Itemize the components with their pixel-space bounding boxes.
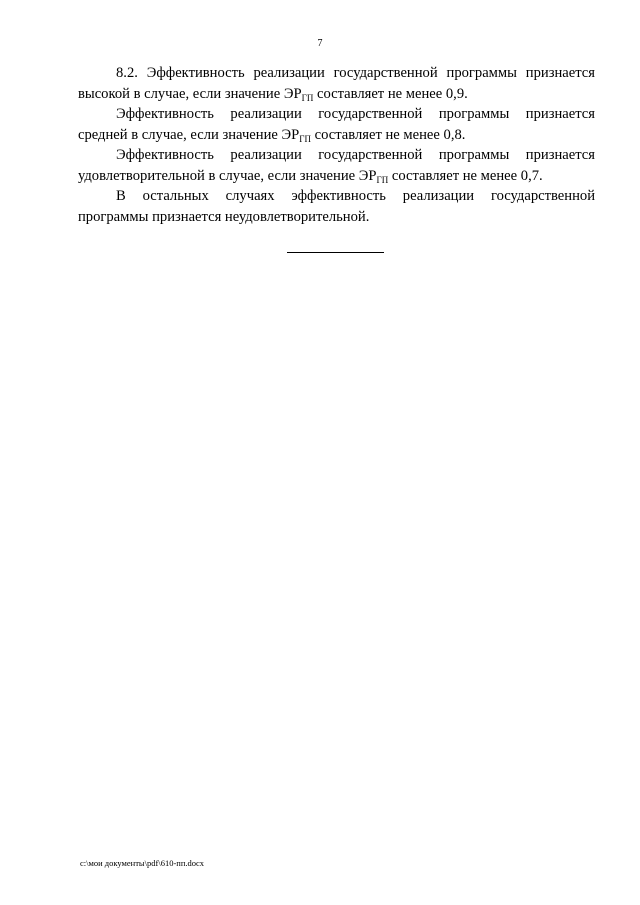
paragraph-satisfactory-efficiency	[78, 145, 595, 186]
paragraph-text: составляет не менее 0,7.	[388, 167, 543, 184]
indicator-symbol: ЭР	[281, 126, 300, 143]
paragraph-text: 8.2. Эффективность реализации государственной программы признается высокой в случае, если значение	[78, 65, 595, 102]
paragraph-high-efficiency	[78, 63, 595, 104]
paragraph-unsatisfactory-efficiency: В остальных случаях эффективность реализации государственной программы признается неудовлетворительной.	[78, 188, 595, 225]
paragraph-text: Эффективность реализации государственной программы признается средней в случае, если значение	[78, 106, 595, 143]
indicator-symbol: ЭР	[283, 85, 302, 102]
end-separator-line	[287, 252, 384, 253]
paragraph-text: составляет не менее 0,8.	[310, 126, 466, 143]
indicator-subscript: ГП	[299, 133, 311, 144]
page-number: 7	[317, 38, 323, 49]
indicator-subscript: ГП	[301, 92, 314, 103]
footer-file-path: c:\мои документы\pdf\610-пп.docx	[80, 858, 205, 868]
paragraph-text: Эффективность реализации государственной программы признается удовлетворительной в случае, если значение	[78, 147, 595, 184]
document-body	[78, 63, 595, 227]
indicator-symbol: ЭР	[358, 167, 377, 184]
paragraph-medium-efficiency	[78, 104, 595, 145]
paragraph-text: составляет не менее 0,9.	[313, 85, 468, 102]
indicator-subscript: ГП	[376, 174, 389, 185]
